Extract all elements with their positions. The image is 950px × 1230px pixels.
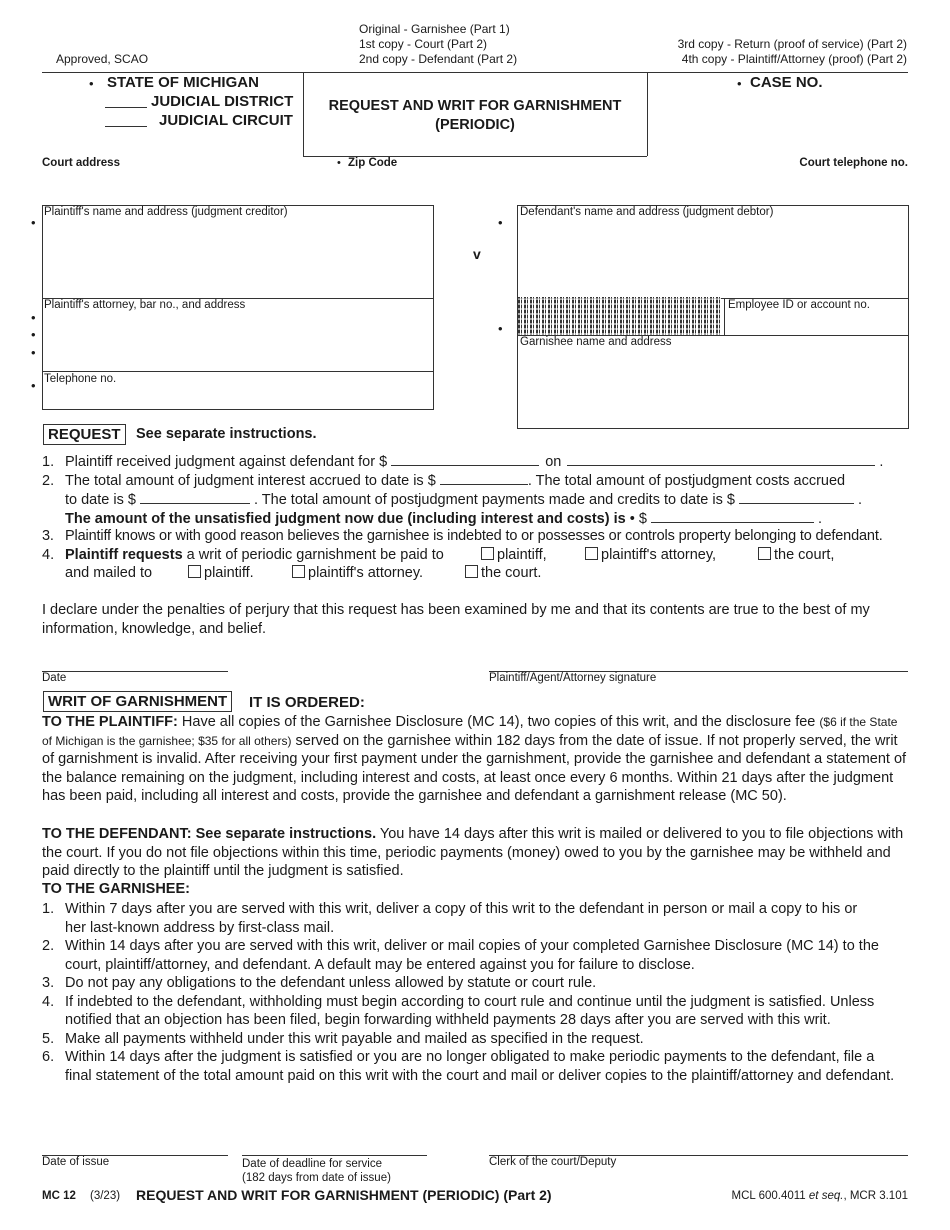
interest-amount-field[interactable] [440, 470, 528, 485]
unsatisfied-dollar: • $ [629, 511, 647, 527]
case-no-label: CASE NO. [750, 74, 823, 91]
request-item-2-cont: to date is $ . The total amount of postjudgment payments made and credits to date is $ . [65, 489, 862, 510]
citation-mcl: MCL 600.4011 [731, 1190, 806, 1202]
versus-label: v [473, 246, 481, 262]
plaintiff-attorney-label: Plaintiff's attorney, bar no., and address [44, 299, 246, 311]
payments-amount-field[interactable] [739, 489, 854, 504]
mailed-to-plaintiff-option[interactable] [188, 564, 254, 583]
barcode-image [518, 297, 721, 335]
to-plaintiff-text-a: Have all copies of the Garnishee Disclosure (MC 14), two copies of this writ, and the disclosure fee [181, 714, 816, 730]
paid-to-court-checkbox[interactable] [758, 547, 771, 560]
paid-to-plaintiff-checkbox[interactable] [481, 547, 494, 560]
it-is-ordered: IT IS ORDERED: [249, 694, 365, 711]
paid-to-attorney-checkbox[interactable] [585, 547, 598, 560]
judicial-district-label: JUDICIAL DISTRICT [151, 93, 294, 110]
footer-title: REQUEST AND WRIT FOR GARNISHMENT (PERIODIC) (Part 2) [136, 1187, 552, 1203]
copy-original: Original - Garnishee (Part 1) [359, 22, 510, 36]
to-plaintiff-text-b: served on the garnishee within 182 days from the date of issue. If not properly served, the writ of garnishment is invalid. After receiving your first payment under the garnishment, provide the garnishee and defendant a statement of the balance remaining on the judgment, including interest and costs, at least once every 6 months. Within 21 days after the judgment has been paid, including all interest and costs, provide the garnishee and defendant a garnishment release (MC 50). [42, 732, 907, 804]
garnishee-item-3-text: Do not pay any obligations to the defendant unless allowed by statute or court rule. [65, 975, 597, 991]
copy-first: 1st copy - Court (Part 2) [359, 37, 488, 51]
garnishee-item: 4. If indebted to the defendant, withholding must begin according to court rule and continue until the judgment is satisfied. Unless notified that an objection has been filed, begin forwarding withheld payments 28 days after you are served with this writ. [42, 993, 875, 1028]
item2-interest-text: The total amount of judgment interest accrued to date is $ [65, 473, 436, 489]
judgment-date-field[interactable] [567, 451, 875, 466]
judicial-circuit-label: JUDICIAL CIRCUIT [159, 112, 293, 129]
judgment-amount-field[interactable] [391, 451, 539, 466]
zip-code-label: Zip Code [348, 157, 398, 169]
item2-payments-text: . The total amount of postjudgment payments made and credits to date is $ [254, 492, 735, 508]
deadline-line[interactable] [242, 1155, 427, 1156]
mailed-to-plaintiff-label: plaintiff. [204, 565, 254, 581]
legal-citation [732, 1190, 908, 1202]
plaintiff-signature-label: Plaintiff/Agent/Attorney signature [489, 672, 657, 684]
mailed-to-attorney-label: plaintiff's attorney. [308, 565, 424, 581]
citation-et-seq: et seq. [808, 1190, 844, 1202]
garnishee-item: 3. Do not pay any obligations to the defendant unless allowed by statute or court rule. [42, 975, 597, 991]
paid-to-plaintiff-label: plaintiff, [497, 547, 547, 563]
paid-to-plaintiff-option[interactable] [481, 546, 547, 565]
request-instructions: See separate instructions. [136, 426, 317, 442]
form-title [303, 97, 647, 135]
mailed-to-plaintiff-checkbox[interactable] [188, 565, 201, 578]
paid-to-court-option[interactable] [758, 546, 834, 565]
to-defendant-text: You have 14 days after this writ is mailed or delivered to you to file objections with the court. If you do not file objections within this time, periodic payments (money) owed to you by the garnishee may be withheld and paid directly to the plaintiff until the judgment is satisfied. [42, 826, 904, 879]
garnishee-item-4-text: If indebted to the defendant, withholding must begin according to court rule and continue until the judgment is satisfied. Unless notified that an objection has been filed, begin forwarding withheld payments 28 days after you are served with this writ. [65, 993, 875, 1028]
deadline-label-line1: Date of deadline for service [242, 1158, 382, 1170]
copy-fourth: 4th copy - Plaintiff/Attorney (proof) (Part 2) [681, 52, 907, 66]
writ-tag: WRIT OF GARNISHMENT [43, 691, 232, 712]
copy-third: 3rd copy - Return (proof of service) (Part 2) [677, 37, 907, 51]
paid-to-attorney-label: plaintiff's attorney, [601, 547, 717, 563]
garnishee-item: 2. Within 14 days after you are served with this writ, deliver or mail copies of your completed Garnishee Disclosure (MC 14) to the court, plaintiff/attorney, and defendant. A default may be entered against you for failure to disclose. [42, 938, 879, 973]
court-phone-label: Court telephone no. [799, 157, 908, 169]
item4-requests: Plaintiff requests [65, 547, 183, 563]
to-defendant-paragraph [42, 825, 910, 881]
clerk-label: Clerk of the court/Deputy [489, 1156, 617, 1168]
request-tag: REQUEST [43, 424, 126, 445]
date-signature-line[interactable] [42, 671, 228, 672]
perjury-declaration: I declare under the penalties of perjury that this request has been examined by me and that its contents are true to the best of my information, knowledge, and belief. [42, 602, 870, 637]
unsatisfied-amount-field[interactable] [651, 508, 814, 523]
deadline-label-line2: (182 days from date of issue) [242, 1172, 391, 1184]
citation-mcr: , MCR 3.101 [843, 1190, 908, 1202]
item4-text: a writ of periodic garnishment be paid to [186, 547, 444, 563]
to-defendant-head: TO THE DEFENDANT: See separate instructions. [42, 826, 377, 842]
form-number: MC 12 [42, 1190, 76, 1202]
date-label: Date [42, 672, 67, 684]
request-item-2: 2. The total amount of judgment interest accrued to date is $ . The total amount of postjudgment costs accrued [42, 470, 845, 491]
date-of-issue-label: Date of issue [42, 1156, 110, 1168]
garnishee-item-5-text: Make all payments withheld under this writ payable and mailed as specified in the request. [65, 1030, 644, 1047]
state-label: STATE OF MICHIGAN [107, 74, 259, 91]
mailed-to-court-label: the court. [481, 565, 542, 581]
item2-costs-text: . The total amount of postjudgment costs accrued [527, 473, 846, 489]
employee-id-label: Employee ID or account no. [728, 299, 870, 311]
to-plaintiff-paragraph [42, 713, 910, 806]
copy-distribution-right [678, 37, 907, 67]
mailed-to-court-option[interactable] [465, 564, 541, 583]
garnishee-item: 5. Make all payments withheld under this writ payable and mailed as specified in the request. [42, 1030, 644, 1047]
garnishee-item-2-text: Within 14 days after you are served with this writ, deliver or mail copies of your completed Garnishee Disclosure (MC 14) to the court, plaintiff/attorney, and defendant. A default may be entered against you for failure to disclose. [65, 938, 879, 973]
garnishee-list [42, 900, 910, 1085]
court-address-label: Court address [42, 157, 120, 169]
mailed-to-attorney-option[interactable] [292, 564, 423, 583]
to-garnishee-head: TO THE GARNISHEE: [42, 881, 190, 897]
copy-second: 2nd copy - Defendant (Part 2) [359, 52, 518, 66]
copy-distribution-center [359, 22, 517, 67]
form-title-line1: REQUEST AND WRIT FOR GARNISHMENT [328, 98, 622, 114]
mailed-to-label: and mailed to [65, 565, 153, 581]
item3-text: Plaintiff knows or with good reason believes the garnishee is indebted to or possesses or controls property belonging to defendant. [65, 528, 883, 544]
unsatisfied-judgment-text: The amount of the unsatisfied judgment now due (including interest and costs) is [65, 511, 626, 527]
garnishee-item: 6. Within 14 days after the judgment is satisfied or you are no longer obligated to make periodic payments to the defendant, file a final statement of the total amount paid on this writ with the court and mail or deliver copies to the plaintiff/attorney and defendant. [42, 1049, 895, 1084]
garnishee-item: 1. Within 7 days after you are served with this writ, deliver a copy of this writ to the defendant in person or mail a copy to his or her last-known address by first-class mail. [42, 901, 858, 936]
request-item-2-due: The amount of the unsatisfied judgment now due (including interest and costs) is • $ . [65, 508, 822, 529]
to-plaintiff-head: TO THE PLAINTIFF: [42, 714, 178, 730]
item1-text: Plaintiff received judgment against defendant for $ [65, 454, 388, 470]
costs-amount-field[interactable] [140, 489, 250, 504]
defendant-name-label: Defendant's name and address (judgment debtor) [520, 206, 774, 218]
mailed-to-court-checkbox[interactable] [465, 565, 478, 578]
paid-to-attorney-option[interactable] [585, 546, 716, 565]
paid-to-court-label: the court, [774, 547, 835, 563]
form-title-line2: (PERIODIC) [435, 117, 515, 133]
deadline-label [242, 1157, 391, 1185]
item1-on: on [545, 454, 562, 470]
garnishee-item-1-text: Within 7 days after you are served with this writ, deliver a copy of this writ to the defendant in person or mail a copy to his or her last-known address by first-class mail. [65, 901, 858, 936]
mailed-to-attorney-checkbox[interactable] [292, 565, 305, 578]
approved-label: Approved, SCAO [56, 52, 149, 66]
request-item-4: 4. Plaintiff requests a writ of periodic garnishment be paid to [42, 547, 444, 563]
form-revision-date: (3/23) [90, 1190, 121, 1202]
plaintiff-name-label: Plaintiff's name and address (judgment creditor) [44, 206, 288, 218]
to-plaintiff-fee: ($6 if the State of Michigan is the garnishee; $35 for all others) [42, 715, 898, 748]
item2-costs-to-date: to date is $ [65, 492, 136, 508]
request-item-3: 3. Plaintiff knows or with good reason believes the garnishee is indebted to or possesses or controls property belonging to defendant. [42, 528, 883, 544]
telephone-label: Telephone no. [44, 373, 117, 385]
garnishee-item-6-text: Within 14 days after the judgment is satisfied or you are no longer obligated to make periodic payments to the defendant, file a final statement of the total amount paid on this writ with the court and mail or deliver copies to the plaintiff/attorney and defendant. [65, 1049, 895, 1084]
garnishee-name-label: Garnishee name and address [520, 336, 672, 348]
request-item-1: 1. Plaintiff received judgment against defendant for $ on . [42, 451, 883, 472]
